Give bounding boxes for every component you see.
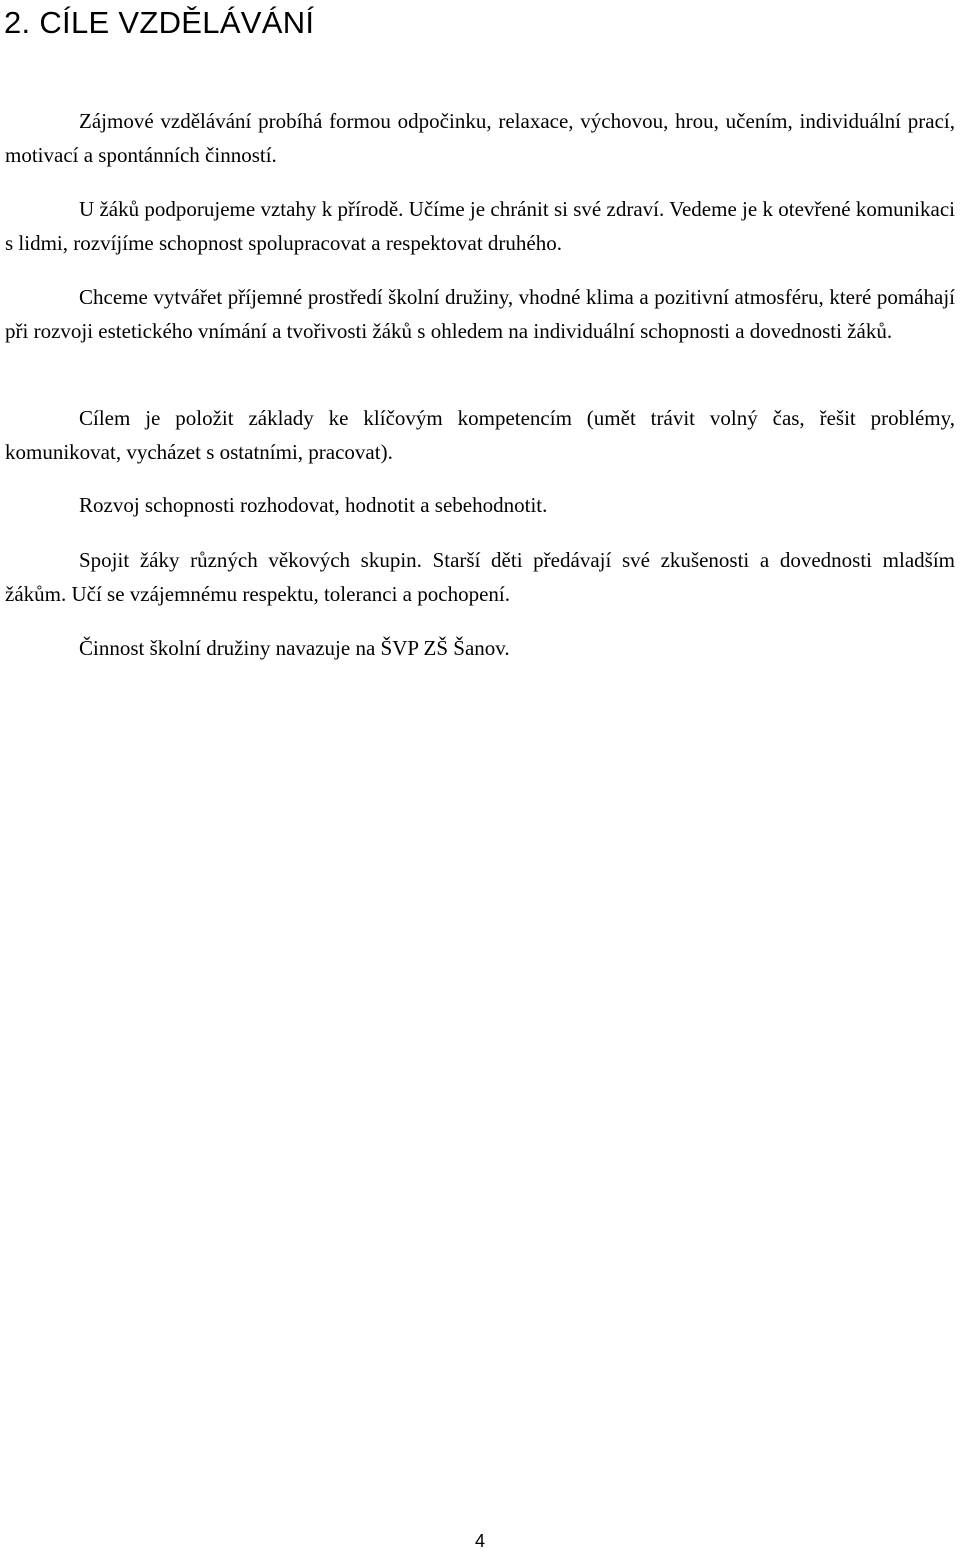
paragraph-5: Rozvoj schopnosti rozhodovat, hodnotit a sebehodnotit. — [79, 493, 548, 517]
page-title: 2. CÍLE VZDĚLÁVÁNÍ — [4, 5, 315, 40]
paragraph-3: Chceme vytvářet příjemné prostředí školní družiny, vhodné klima a pozitivní atmosféru, které pomáhají při rozvoji estetického vnímání a tvořivosti žáků s ohledem na individuální schopnosti a dovednosti žáků. — [5, 285, 955, 343]
paragraph-6: Spojit žáky různých věkových skupin. Starší děti předávají své zkušenosti a dovednosti mladším žákům. Učí se vzájemnému respektu, toleranci a pochopení. — [5, 548, 955, 606]
page-number: 4 — [474, 1531, 485, 1551]
paragraph-7: Činnost školní družiny navazuje na ŠVP ZŠ Šanov. — [79, 636, 510, 660]
paragraph-4: Cílem je položit základy ke klíčovým kompetencím (umět trávit volný čas, řešit problémy, komunikovat, vycházet s ostatními, pracovat). — [5, 406, 955, 464]
paragraph-1: Zájmové vzdělávání probíhá formou odpočinku, relaxace, výchovou, hrou, učením, individuální prací, motivací a spontánních činností. — [5, 109, 955, 167]
paragraph-2: U žáků podporujeme vztahy k přírodě. Učíme je chránit si své zdraví. Vedeme je k otevřené komunikaci s lidmi, rozvíjíme schopnost spolupracovat a respektovat druhého. — [5, 197, 955, 255]
